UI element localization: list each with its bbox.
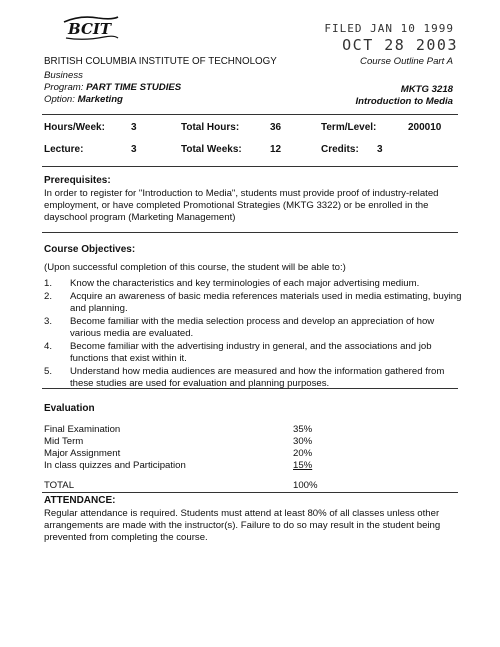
evaluation-heading: Evaluation <box>44 403 95 414</box>
date-stamp: OCT 28 2003 <box>342 36 458 54</box>
item-text: Understand how media audiences are measured and how the information gathered from these studies are used for evaluation and planning purposes. <box>70 365 445 389</box>
total-hours-label: Total Hours: <box>181 122 240 133</box>
item-text: Acquire an awareness of basic media references materials used in media estimating, buying and planning. <box>70 290 462 314</box>
objectives-heading: Course Objectives: <box>44 244 136 255</box>
attendance-heading: ATTENDANCE: <box>44 495 116 506</box>
course-code: MKTG 3218 <box>400 84 453 95</box>
filed-stamp: FILED JAN 10 1999 <box>324 22 454 35</box>
course-title: Introduction to Media <box>355 95 453 107</box>
evaluation-weight: 30% <box>293 436 313 447</box>
bcit-logo <box>60 14 122 42</box>
objectives-intro: (Upon successful completion of this course, the student will be able to:) <box>44 262 346 273</box>
item-number: 3. <box>44 315 53 327</box>
course-outline-label: Course Outline Part A <box>360 56 453 67</box>
item-number: 1. <box>44 278 53 289</box>
option-line <box>44 94 181 106</box>
divider <box>42 388 458 389</box>
evaluation-row <box>44 436 324 448</box>
option-label: Option: <box>44 93 75 105</box>
total-hours-value: 36 <box>270 122 282 133</box>
list-item <box>44 278 462 290</box>
bcit-logo-text: BCIT <box>68 20 112 38</box>
list-item <box>44 341 462 365</box>
item-text: Become familiar with the media selection process and develop an appreciation of how various media are evaluated. <box>70 315 435 339</box>
hours-week-label: Hours/Week: <box>44 122 105 133</box>
course-id-block <box>355 84 453 108</box>
evaluation-row <box>44 448 324 460</box>
term-value: 200010 <box>408 122 442 133</box>
credits-value: 3 <box>377 144 383 155</box>
evaluation-weight: 15% <box>293 460 313 471</box>
evaluation-item: In class quizzes and Participation <box>44 460 186 471</box>
evaluation-item: Mid Term <box>44 436 84 447</box>
total-weeks-label: Total Weeks: <box>181 144 242 155</box>
total-weeks-value: 12 <box>270 144 282 155</box>
list-item <box>44 316 462 340</box>
evaluation-total-value: 100% <box>293 480 318 491</box>
list-item <box>44 291 462 315</box>
evaluation-item: Major Assignment <box>44 448 121 459</box>
evaluation-row <box>44 424 324 436</box>
item-number: 5. <box>44 365 53 377</box>
attendance-text: Regular attendance is required. Students must attend at least 80% of all classes unless other arrangements are made with the instructor(s). Failure to do so may result in the student being prevented from completing the course. <box>44 508 441 543</box>
school-name: Business <box>44 70 83 81</box>
lecture-value: 3 <box>131 144 137 155</box>
item-number: 4. <box>44 340 53 352</box>
evaluation-weight: 35% <box>293 424 313 435</box>
prerequisites-heading: Prerequisites: <box>44 175 111 186</box>
institution-name: BRITISH COLUMBIA INSTITUTE OF TECHNOLOGY <box>44 56 277 67</box>
program-label: Program: <box>44 81 84 93</box>
item-number: 2. <box>44 290 53 302</box>
evaluation-weight: 20% <box>293 448 313 459</box>
objectives-list <box>44 278 462 391</box>
evaluation-row <box>44 460 324 472</box>
program-block <box>44 70 181 106</box>
program-line <box>44 82 181 94</box>
evaluation-item: Final Examination <box>44 424 121 435</box>
term-label: Term/Level: <box>321 122 377 133</box>
list-item <box>44 366 462 390</box>
credits-label: Credits: <box>321 144 359 155</box>
divider <box>42 492 458 493</box>
hours-week-value: 3 <box>131 122 137 133</box>
divider <box>42 232 458 233</box>
evaluation-total-row <box>44 480 324 492</box>
item-text: Know the characteristics and key terminologies of each major advertising medium. <box>70 278 420 289</box>
prerequisites-text: In order to register for "Introduction to Media", students must provide proof of industry-related employment, or have completed Promotional Strategies (MKTG 3322) or be enrolled in the dayschool program (Marketing Management) <box>44 188 439 223</box>
program-value: PART TIME STUDIES <box>86 81 182 93</box>
item-text: Become familiar with the advertising industry in general, and the associations and job functions that exist within it. <box>70 340 432 364</box>
lecture-label: Lecture: <box>44 144 84 155</box>
option-value: Marketing <box>77 93 123 105</box>
divider <box>42 166 458 167</box>
divider <box>42 114 458 115</box>
evaluation-total-label: TOTAL <box>44 480 75 491</box>
